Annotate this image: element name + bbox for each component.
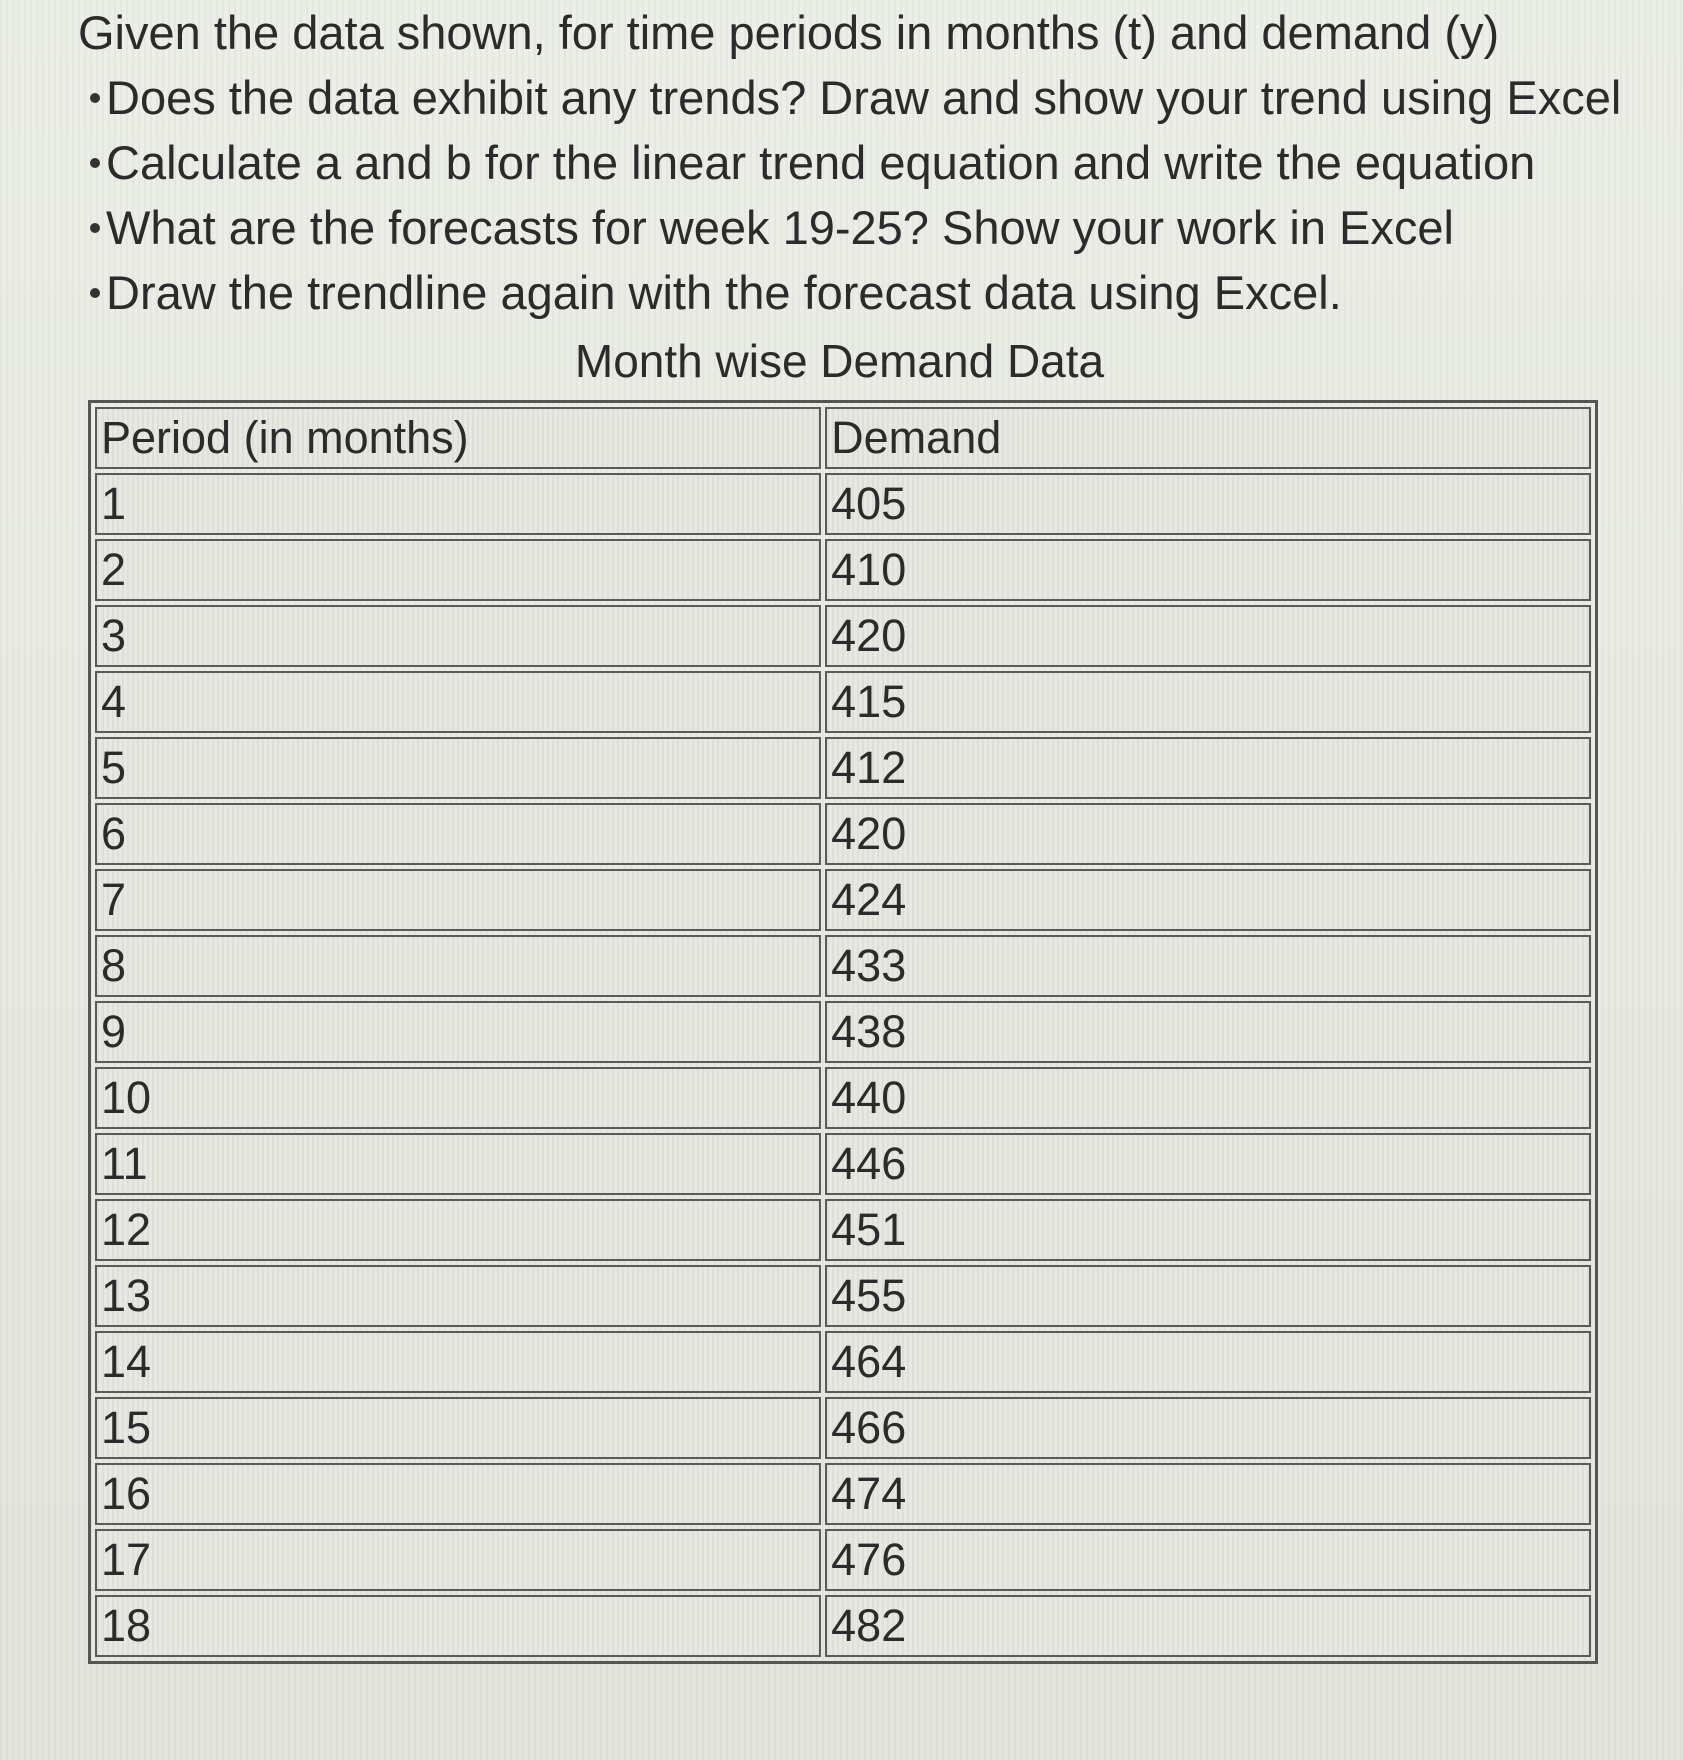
table-header-row [95,407,1591,469]
demand-table [88,400,1598,1664]
table-row [95,935,1591,997]
header-period: Period (in months) [95,407,821,469]
demand-cell: 433 [825,935,1591,997]
demand-cell: 424 [825,869,1591,931]
demand-cell: 482 [825,1595,1591,1657]
demand-cell: 446 [825,1133,1591,1195]
demand-cell: 420 [825,605,1591,667]
period-cell: 4 [95,671,821,733]
table-row [95,1529,1591,1591]
period-cell: 13 [95,1265,821,1327]
period-cell: 18 [95,1595,821,1657]
table-row [95,473,1591,535]
table-row [95,737,1591,799]
period-cell: 11 [95,1133,821,1195]
demand-cell: 420 [825,803,1591,865]
question-bullet [78,130,1658,195]
bullet-icon [90,93,100,103]
bullet-icon [90,223,100,233]
table-row [95,1595,1591,1657]
period-cell: 8 [95,935,821,997]
period-cell: 6 [95,803,821,865]
table-row [95,539,1591,601]
header-demand: Demand [825,407,1591,469]
period-cell: 16 [95,1463,821,1525]
table-row [95,1133,1591,1195]
bullet-text: Draw the trendline again with the forecast data using Excel. [106,266,1342,319]
table-row [95,1265,1591,1327]
demand-cell: 415 [825,671,1591,733]
demand-cell: 438 [825,1001,1591,1063]
bullet-text: What are the forecasts for week 19-25? Show your work in Excel [106,201,1454,254]
table-row [95,1001,1591,1063]
bullet-text: Calculate a and b for the linear trend equation and write the equation [106,136,1536,189]
bullet-icon [90,158,100,168]
demand-cell: 474 [825,1463,1591,1525]
demand-cell: 451 [825,1199,1591,1261]
table-row [95,1397,1591,1459]
period-cell: 2 [95,539,821,601]
question-prompt [78,0,1658,325]
period-cell: 12 [95,1199,821,1261]
demand-cell: 464 [825,1331,1591,1393]
table-row [95,1199,1591,1261]
bullet-icon [90,288,100,298]
period-cell: 10 [95,1067,821,1129]
bullet-text: Does the data exhibit any trends? Draw and show your trend using Excel [106,71,1622,124]
question-bullet [78,65,1658,130]
period-cell: 7 [95,869,821,931]
table-title [0,327,1683,395]
period-cell: 3 [95,605,821,667]
question-bullet [78,260,1658,325]
demand-cell: 410 [825,539,1591,601]
table-row [95,1463,1591,1525]
period-cell: 15 [95,1397,821,1459]
demand-cell: 476 [825,1529,1591,1591]
period-cell: 1 [95,473,821,535]
period-cell: 5 [95,737,821,799]
table-row [95,671,1591,733]
period-cell: 17 [95,1529,821,1591]
question-intro: Given the data shown, for time periods in months (t) and demand (y) [78,6,1500,59]
table-row [95,1067,1591,1129]
question-bullet [78,195,1658,260]
table-row [95,803,1591,865]
demand-cell: 455 [825,1265,1591,1327]
demand-cell: 440 [825,1067,1591,1129]
table-title-text: Month wise Demand Data [574,335,1105,387]
table-row [95,1331,1591,1393]
demand-cell: 466 [825,1397,1591,1459]
period-cell: 14 [95,1331,821,1393]
demand-cell: 412 [825,737,1591,799]
period-cell: 9 [95,1001,821,1063]
table-row [95,869,1591,931]
demand-cell: 405 [825,473,1591,535]
table-row [95,605,1591,667]
